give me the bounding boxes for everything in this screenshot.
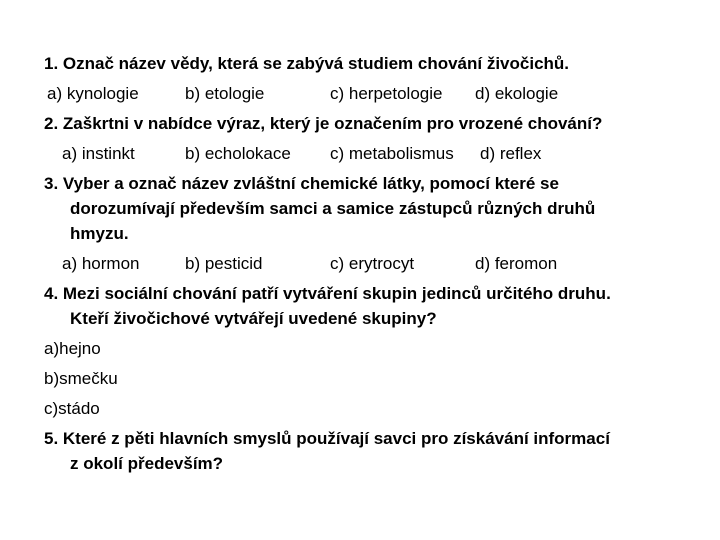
question-2-option-b[interactable]: b) echolokace xyxy=(185,144,291,163)
question-2-option-a[interactable]: a) instinkt xyxy=(62,144,135,163)
question-3-text-line-1: 3. Vyber a označ název zvláštní chemické látky, pomocí které se xyxy=(44,174,559,193)
question-1-option-c[interactable]: c) herpetologie xyxy=(330,84,443,103)
question-2-option-d[interactable]: d) reflex xyxy=(480,144,542,163)
question-3-option-c[interactable]: c) erytrocyt xyxy=(330,254,415,273)
question-1-option-a[interactable]: a) kynologie xyxy=(47,84,139,103)
question-4-option-a[interactable]: a)hejno xyxy=(44,339,101,358)
question-3-option-d[interactable]: d) feromon xyxy=(475,254,558,273)
question-3-text-line-3: hmyzu. xyxy=(70,224,129,243)
question-3-text-line-2: dorozumívají především samci a samice zástupců různých druhů xyxy=(70,199,596,218)
question-3-option-b[interactable]: b) pesticid xyxy=(185,254,263,273)
question-2-text: 2. Zaškrtni v nabídce výraz, který je označením pro vrozené chování? xyxy=(44,114,603,133)
question-1-option-b[interactable]: b) etologie xyxy=(185,84,265,103)
question-4-text-line-2: Kteří živočichové vytvářejí uvedené skupiny? xyxy=(70,309,437,328)
question-3-option-a[interactable]: a) hormon xyxy=(62,254,140,273)
question-4-text-line-1: 4. Mezi sociální chování patří vytváření skupin jedinců určitého druhu. xyxy=(44,284,611,303)
question-1-option-d[interactable]: d) ekologie xyxy=(475,84,559,103)
question-2-option-c[interactable]: c) metabolismus xyxy=(330,144,454,163)
question-1-text: 1. Označ název vědy, která se zabývá studiem chování živočichů. xyxy=(44,54,570,73)
question-4-option-b[interactable]: b)smečku xyxy=(44,369,118,388)
question-5-text-line-1: 5. Které z pěti hlavních smyslů používají savci pro získávání informací xyxy=(44,429,610,448)
question-4-option-c[interactable]: c)stádo xyxy=(44,399,100,418)
question-5-text-line-2: z okolí především? xyxy=(70,454,224,473)
